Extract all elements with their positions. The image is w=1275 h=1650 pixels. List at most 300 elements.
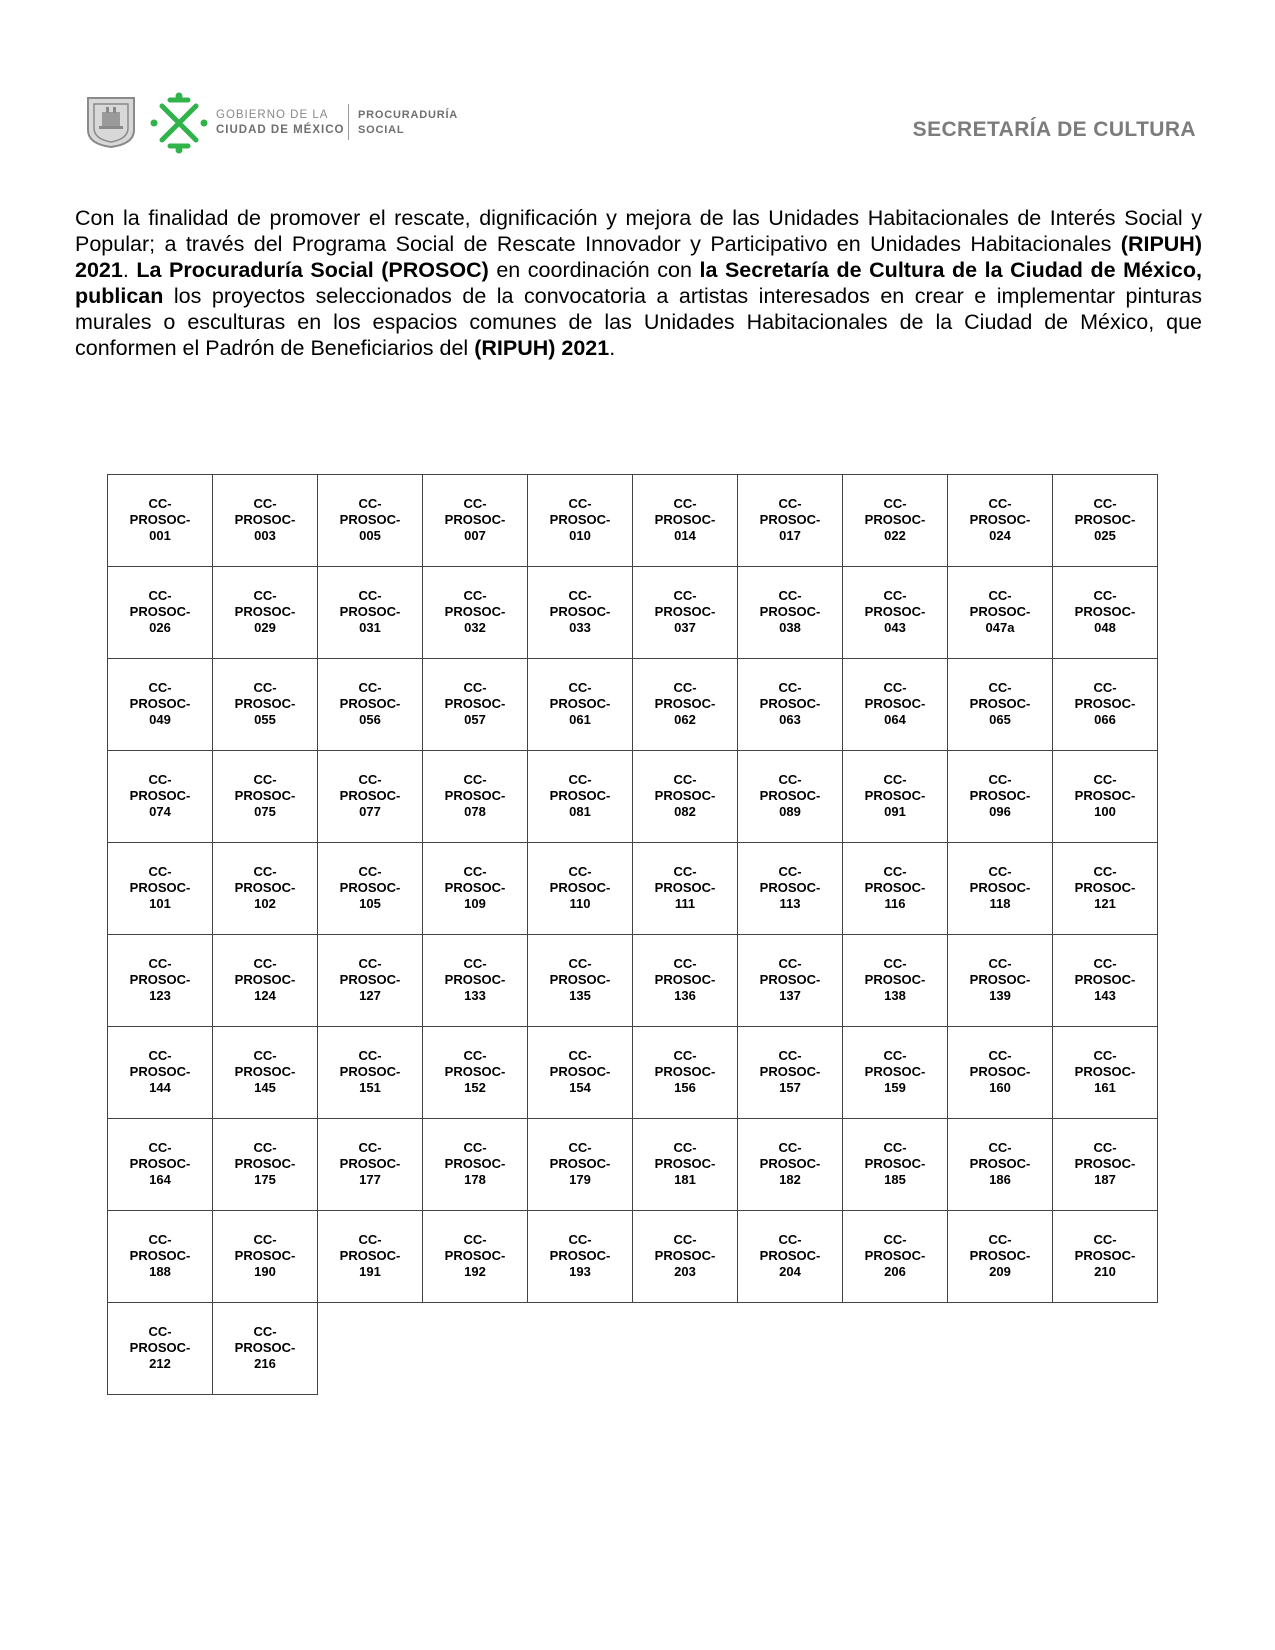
project-code	[1075, 496, 1136, 544]
intro-text-4: los proyectos seleccionados de la convocatoria a artistas interesados en crear e implementar pinturas murales o esculturas en los espacios comunes de las Unidades Habitacionales de la Ciudad de México, que conformen el Padrón de Beneficiarios del	[75, 284, 1202, 360]
code-prefix-prosoc: PROSOC-	[1074, 604, 1136, 619]
code-prefix-cc: CC-	[358, 680, 382, 695]
code-prefix-prosoc: PROSOC-	[1074, 1248, 1136, 1263]
code-prefix-prosoc: PROSOC-	[759, 788, 821, 803]
project-code-cell	[213, 1119, 318, 1211]
code-number: 047a	[985, 620, 1015, 635]
project-code-cell	[108, 1119, 213, 1211]
project-code-cell	[948, 659, 1053, 751]
project-code-cell	[528, 751, 633, 843]
code-number: 033	[569, 620, 591, 635]
code-prefix-cc: CC-	[883, 680, 907, 695]
project-code	[970, 1140, 1031, 1188]
code-prefix-cc: CC-	[463, 772, 487, 787]
code-prefix-cc: CC-	[883, 956, 907, 971]
code-prefix-prosoc: PROSOC-	[339, 880, 401, 895]
project-code-cell	[843, 1027, 948, 1119]
code-number: 124	[254, 988, 276, 1003]
code-prefix-cc: CC-	[988, 496, 1012, 511]
project-code	[655, 1140, 716, 1188]
project-code-cell	[318, 1027, 423, 1119]
project-code	[550, 864, 611, 912]
gov-cdmx-text	[216, 108, 344, 138]
code-prefix-prosoc: PROSOC-	[864, 1156, 926, 1171]
code-prefix-cc: CC-	[463, 956, 487, 971]
project-code-cell	[843, 475, 948, 567]
table-row	[108, 659, 1158, 751]
project-code-cell	[843, 1119, 948, 1211]
code-prefix-prosoc: PROSOC-	[654, 972, 716, 987]
project-code	[445, 496, 506, 544]
code-number: 001	[149, 528, 171, 543]
code-number: 191	[359, 1264, 381, 1279]
code-prefix-prosoc: PROSOC-	[654, 512, 716, 527]
project-code	[655, 1232, 716, 1280]
code-number: 065	[989, 712, 1011, 727]
code-prefix-prosoc: PROSOC-	[864, 512, 926, 527]
project-code	[445, 864, 506, 912]
code-prefix-prosoc: PROSOC-	[864, 1248, 926, 1263]
code-prefix-prosoc: PROSOC-	[444, 512, 506, 527]
project-code	[865, 588, 926, 636]
code-prefix-cc: CC-	[883, 1048, 907, 1063]
secretaria-cultura-title: SECRETARÍA DE CULTURA	[912, 118, 1196, 141]
code-number: 118	[989, 896, 1011, 911]
code-prefix-cc: CC-	[988, 588, 1012, 603]
code-prefix-cc: CC-	[568, 496, 592, 511]
project-code-cell	[1053, 1211, 1158, 1303]
code-number: 156	[674, 1080, 696, 1095]
project-code	[1075, 588, 1136, 636]
project-code	[865, 1048, 926, 1096]
project-code-cell	[318, 935, 423, 1027]
code-prefix-prosoc: PROSOC-	[969, 1248, 1031, 1263]
code-prefix-cc: CC-	[1093, 772, 1117, 787]
intro-text-1: Con la finalidad de promover el rescate, dignificación y mejora de las Unidades Habitacionales de Interés Social y Popular; a través del Programa Social de Rescate Innovador y Participativo en Unidades Habitacionales	[75, 206, 1202, 256]
code-prefix-prosoc: PROSOC-	[234, 1248, 296, 1263]
code-prefix-cc: CC-	[1093, 496, 1117, 511]
project-code-cell	[633, 1027, 738, 1119]
code-number: 003	[254, 528, 276, 543]
code-number: 179	[569, 1172, 591, 1187]
code-number: 055	[254, 712, 276, 727]
project-code	[760, 1140, 821, 1188]
code-number: 190	[254, 1264, 276, 1279]
code-prefix-cc: CC-	[778, 1232, 802, 1247]
code-prefix-prosoc: PROSOC-	[444, 696, 506, 711]
project-code	[865, 680, 926, 728]
project-code	[235, 680, 296, 728]
code-prefix-cc: CC-	[883, 496, 907, 511]
project-code-cell	[948, 1119, 1053, 1211]
code-prefix-cc: CC-	[778, 864, 802, 879]
project-code	[340, 496, 401, 544]
intro-text-3: en coordinación con	[488, 258, 700, 282]
project-code	[235, 864, 296, 912]
project-code	[445, 1140, 506, 1188]
project-code	[130, 864, 191, 912]
code-prefix-cc: CC-	[568, 588, 592, 603]
code-prefix-prosoc: PROSOC-	[654, 788, 716, 803]
table-row	[108, 843, 1158, 935]
project-code	[130, 1048, 191, 1096]
project-code-cell	[843, 659, 948, 751]
code-prefix-cc: CC-	[148, 1140, 172, 1155]
project-code	[235, 772, 296, 820]
project-code	[445, 956, 506, 1004]
code-prefix-cc: CC-	[253, 1232, 277, 1247]
project-code-cell	[108, 935, 213, 1027]
project-code-cell	[1053, 567, 1158, 659]
code-prefix-prosoc: PROSOC-	[444, 880, 506, 895]
project-code-cell	[738, 1211, 843, 1303]
code-prefix-cc: CC-	[148, 1048, 172, 1063]
project-code-cell	[633, 843, 738, 935]
project-code	[445, 772, 506, 820]
code-prefix-cc: CC-	[358, 1140, 382, 1155]
project-code	[1075, 956, 1136, 1004]
code-number: 138	[884, 988, 906, 1003]
code-prefix-cc: CC-	[463, 680, 487, 695]
code-prefix-prosoc: PROSOC-	[549, 696, 611, 711]
project-code-cell	[528, 659, 633, 751]
table-row	[108, 1119, 1158, 1211]
code-prefix-cc: CC-	[253, 680, 277, 695]
code-prefix-cc: CC-	[673, 496, 697, 511]
code-prefix-cc: CC-	[883, 864, 907, 879]
code-number: 032	[464, 620, 486, 635]
code-prefix-prosoc: PROSOC-	[759, 604, 821, 619]
empty-cell	[633, 1303, 738, 1395]
project-code	[1075, 772, 1136, 820]
project-code-cell	[948, 567, 1053, 659]
code-prefix-prosoc: PROSOC-	[654, 880, 716, 895]
code-prefix-cc: CC-	[148, 1324, 172, 1339]
code-number: 123	[149, 988, 171, 1003]
code-prefix-prosoc: PROSOC-	[339, 1156, 401, 1171]
code-prefix-prosoc: PROSOC-	[549, 512, 611, 527]
project-code-cell	[108, 475, 213, 567]
code-prefix-prosoc: PROSOC-	[969, 1156, 1031, 1171]
code-prefix-prosoc: PROSOC-	[759, 972, 821, 987]
code-prefix-cc: CC-	[463, 496, 487, 511]
code-number: 212	[149, 1356, 171, 1371]
code-prefix-cc: CC-	[463, 1232, 487, 1247]
code-number: 210	[1094, 1264, 1116, 1279]
code-prefix-cc: CC-	[778, 496, 802, 511]
project-code-cell	[948, 843, 1053, 935]
code-prefix-cc: CC-	[1093, 1048, 1117, 1063]
project-code	[130, 680, 191, 728]
code-prefix-cc: CC-	[148, 772, 172, 787]
project-code	[1075, 1140, 1136, 1188]
code-number: 175	[254, 1172, 276, 1187]
project-code-cell	[633, 659, 738, 751]
project-code-cell	[1053, 751, 1158, 843]
code-prefix-prosoc: PROSOC-	[234, 1064, 296, 1079]
project-code	[445, 680, 506, 728]
code-prefix-prosoc: PROSOC-	[234, 1156, 296, 1171]
code-prefix-cc: CC-	[358, 772, 382, 787]
code-prefix-cc: CC-	[778, 680, 802, 695]
empty-cell	[843, 1303, 948, 1395]
code-prefix-prosoc: PROSOC-	[969, 604, 1031, 619]
code-prefix-prosoc: PROSOC-	[339, 604, 401, 619]
project-code-cell	[213, 1303, 318, 1395]
project-code-cell	[633, 475, 738, 567]
project-code	[655, 588, 716, 636]
code-prefix-cc: CC-	[358, 864, 382, 879]
project-code-cell	[423, 751, 528, 843]
code-prefix-prosoc: PROSOC-	[339, 696, 401, 711]
code-prefix-cc: CC-	[358, 496, 382, 511]
code-prefix-prosoc: PROSOC-	[339, 972, 401, 987]
intro-paragraph	[75, 205, 1202, 361]
code-number: 206	[884, 1264, 906, 1279]
project-code	[130, 1232, 191, 1280]
project-code-cell	[843, 1211, 948, 1303]
code-number: 186	[989, 1172, 1011, 1187]
intro-bold-4: (RIPUH) 2021	[474, 336, 610, 360]
project-code	[970, 680, 1031, 728]
code-number: 082	[674, 804, 696, 819]
project-code	[235, 1232, 296, 1280]
project-code	[970, 588, 1031, 636]
project-code-cell	[423, 567, 528, 659]
code-prefix-prosoc: PROSOC-	[759, 1248, 821, 1263]
code-prefix-cc: CC-	[358, 1048, 382, 1063]
code-prefix-prosoc: PROSOC-	[129, 1156, 191, 1171]
project-code-cell	[108, 843, 213, 935]
code-prefix-cc: CC-	[778, 772, 802, 787]
project-code-cell	[108, 659, 213, 751]
code-prefix-prosoc: PROSOC-	[864, 604, 926, 619]
gov-line-1: GOBIERNO DE LA	[216, 109, 329, 121]
project-code	[235, 496, 296, 544]
code-number: 164	[149, 1172, 171, 1187]
empty-cell	[1053, 1303, 1158, 1395]
code-prefix-prosoc: PROSOC-	[549, 604, 611, 619]
project-code-cell	[213, 1211, 318, 1303]
project-code-cell	[843, 751, 948, 843]
code-prefix-prosoc: PROSOC-	[969, 788, 1031, 803]
project-code	[760, 680, 821, 728]
code-number: 031	[359, 620, 381, 635]
code-prefix-prosoc: PROSOC-	[234, 880, 296, 895]
project-code-cell	[738, 843, 843, 935]
project-code-cell	[738, 659, 843, 751]
code-prefix-prosoc: PROSOC-	[759, 696, 821, 711]
project-code-cell	[633, 935, 738, 1027]
project-code	[550, 496, 611, 544]
code-prefix-prosoc: PROSOC-	[339, 512, 401, 527]
code-prefix-prosoc: PROSOC-	[234, 788, 296, 803]
project-code	[760, 1232, 821, 1280]
code-number: 137	[779, 988, 801, 1003]
project-code-cell	[108, 751, 213, 843]
code-prefix-cc: CC-	[673, 588, 697, 603]
code-prefix-cc: CC-	[778, 1140, 802, 1155]
project-code	[235, 1324, 296, 1372]
project-code	[130, 1140, 191, 1188]
project-code-cell	[738, 1027, 843, 1119]
code-number: 187	[1094, 1172, 1116, 1187]
gov-line-2: CIUDAD DE MÉXICO	[216, 124, 345, 136]
code-number: 024	[989, 528, 1011, 543]
code-prefix-cc: CC-	[1093, 1140, 1117, 1155]
code-prefix-prosoc: PROSOC-	[759, 512, 821, 527]
code-prefix-cc: CC-	[463, 588, 487, 603]
code-number: 145	[254, 1080, 276, 1095]
project-code	[655, 496, 716, 544]
project-code-cell	[528, 935, 633, 1027]
project-code-cell	[1053, 475, 1158, 567]
table-row	[108, 1211, 1158, 1303]
code-prefix-cc: CC-	[358, 588, 382, 603]
project-code	[1075, 1048, 1136, 1096]
code-prefix-prosoc: PROSOC-	[129, 972, 191, 987]
code-number: 157	[779, 1080, 801, 1095]
project-code	[550, 956, 611, 1004]
project-code	[655, 680, 716, 728]
code-number: 062	[674, 712, 696, 727]
project-code	[340, 588, 401, 636]
code-number: 116	[884, 896, 906, 911]
code-prefix-prosoc: PROSOC-	[969, 1064, 1031, 1079]
code-number: 135	[569, 988, 591, 1003]
project-code-cell	[423, 659, 528, 751]
table-row	[108, 475, 1158, 567]
code-number: 038	[779, 620, 801, 635]
code-prefix-cc: CC-	[988, 1232, 1012, 1247]
code-prefix-prosoc: PROSOC-	[339, 788, 401, 803]
project-code	[970, 1048, 1031, 1096]
project-code-cell	[1053, 1027, 1158, 1119]
code-number: 049	[149, 712, 171, 727]
project-code	[760, 864, 821, 912]
project-code-cell	[528, 475, 633, 567]
code-prefix-cc: CC-	[253, 864, 277, 879]
code-prefix-prosoc: PROSOC-	[864, 788, 926, 803]
cdmx-shield-icon	[86, 96, 136, 148]
project-code	[655, 864, 716, 912]
code-number: 102	[254, 896, 276, 911]
code-prefix-cc: CC-	[463, 1140, 487, 1155]
code-prefix-cc: CC-	[883, 1232, 907, 1247]
code-number: 037	[674, 620, 696, 635]
code-prefix-cc: CC-	[988, 1048, 1012, 1063]
code-number: 178	[464, 1172, 486, 1187]
project-code	[655, 772, 716, 820]
project-code-cell	[318, 659, 423, 751]
code-prefix-cc: CC-	[778, 588, 802, 603]
intro-text-5: .	[609, 336, 616, 360]
project-code-cell	[738, 475, 843, 567]
code-number: 159	[884, 1080, 906, 1095]
code-prefix-cc: CC-	[253, 1140, 277, 1155]
prosoc-line-1: PROCURADURÍA	[358, 109, 459, 121]
code-number: 017	[779, 528, 801, 543]
project-code-cell	[213, 1027, 318, 1119]
project-code	[865, 1232, 926, 1280]
project-code-cell	[108, 1027, 213, 1119]
project-code-cell	[528, 1211, 633, 1303]
code-number: 203	[674, 1264, 696, 1279]
code-number: 066	[1094, 712, 1116, 727]
project-code-cell	[318, 751, 423, 843]
code-prefix-cc: CC-	[148, 680, 172, 695]
code-prefix-cc: CC-	[253, 772, 277, 787]
code-prefix-cc: CC-	[253, 956, 277, 971]
code-prefix-prosoc: PROSOC-	[759, 1156, 821, 1171]
code-prefix-cc: CC-	[883, 772, 907, 787]
code-prefix-prosoc: PROSOC-	[549, 880, 611, 895]
code-number: 136	[674, 988, 696, 1003]
code-number: 029	[254, 620, 276, 635]
code-number: 111	[674, 896, 696, 911]
code-prefix-cc: CC-	[1093, 956, 1117, 971]
code-prefix-prosoc: PROSOC-	[129, 788, 191, 803]
code-number: 022	[884, 528, 906, 543]
code-number: 185	[884, 1172, 906, 1187]
code-prefix-cc: CC-	[253, 496, 277, 511]
project-code	[130, 588, 191, 636]
project-code-cell	[948, 1027, 1053, 1119]
project-code	[550, 588, 611, 636]
code-prefix-prosoc: PROSOC-	[654, 1064, 716, 1079]
project-code-cell	[318, 1211, 423, 1303]
code-number: 113	[779, 896, 801, 911]
code-prefix-cc: CC-	[1093, 588, 1117, 603]
project-code-cell	[1053, 659, 1158, 751]
code-prefix-cc: CC-	[673, 864, 697, 879]
code-prefix-prosoc: PROSOC-	[1074, 512, 1136, 527]
code-prefix-prosoc: PROSOC-	[1074, 880, 1136, 895]
project-code	[340, 1048, 401, 1096]
table-row	[108, 1027, 1158, 1119]
empty-cell	[528, 1303, 633, 1395]
project-code	[760, 772, 821, 820]
cdmx-green-logo-icon	[150, 92, 208, 154]
project-code-cell	[108, 1303, 213, 1395]
table-row	[108, 751, 1158, 843]
code-prefix-prosoc: PROSOC-	[969, 696, 1031, 711]
project-code	[235, 956, 296, 1004]
project-code-cell	[528, 1027, 633, 1119]
project-code	[760, 956, 821, 1004]
code-prefix-prosoc: PROSOC-	[234, 512, 296, 527]
code-number: 160	[989, 1080, 1011, 1095]
code-prefix-prosoc: PROSOC-	[339, 1248, 401, 1263]
code-number: 064	[884, 712, 906, 727]
project-code-cell	[633, 751, 738, 843]
code-prefix-cc: CC-	[568, 680, 592, 695]
code-number: 025	[1094, 528, 1116, 543]
code-prefix-cc: CC-	[673, 1140, 697, 1155]
code-number: 133	[464, 988, 486, 1003]
code-number: 181	[674, 1172, 696, 1187]
code-prefix-cc: CC-	[673, 680, 697, 695]
code-number: 043	[884, 620, 906, 635]
code-number: 074	[149, 804, 171, 819]
project-code-cell	[423, 1211, 528, 1303]
code-prefix-cc: CC-	[988, 772, 1012, 787]
project-code	[445, 1232, 506, 1280]
project-code-cell	[423, 1027, 528, 1119]
code-prefix-cc: CC-	[568, 772, 592, 787]
project-code-cell	[633, 1211, 738, 1303]
project-code	[970, 772, 1031, 820]
